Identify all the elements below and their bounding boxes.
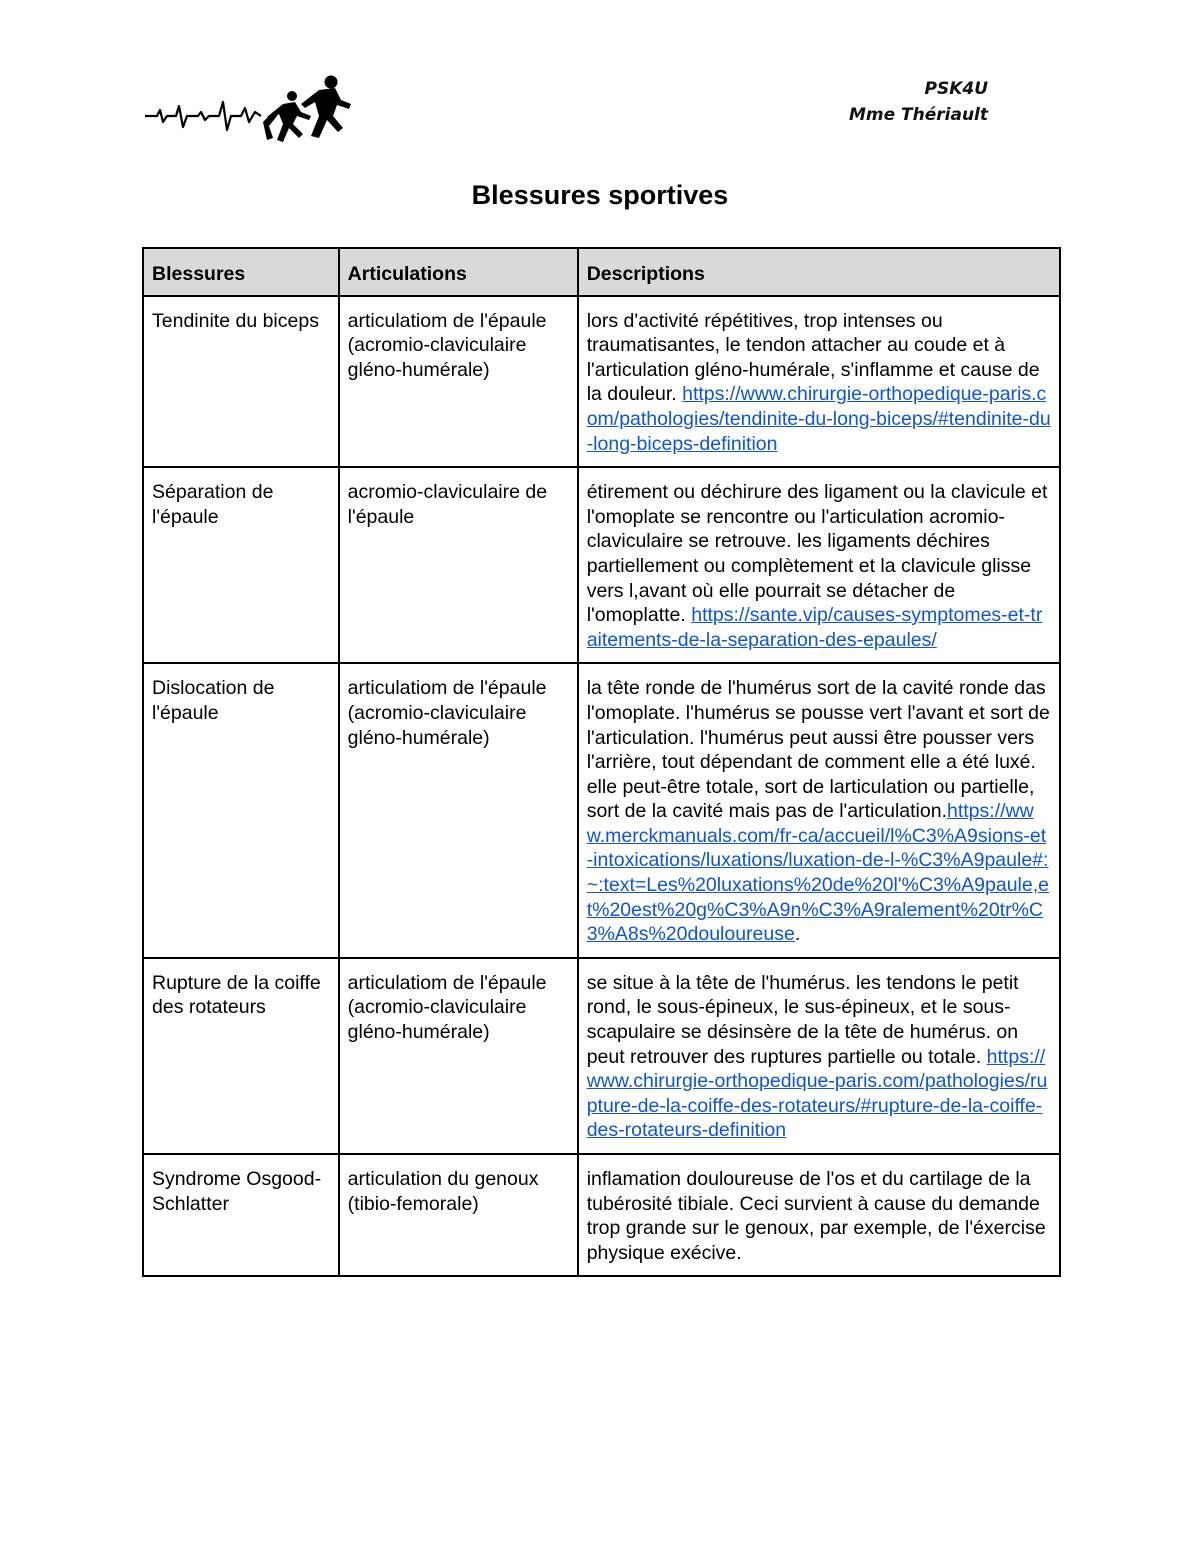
source-link[interactable]: https://www.merckmanuals.com/fr-ca/accueil/l%C3%A9sions-et-intoxications/luxations/luxation-de-l-%C3%A9paule#:~:text=Les%20luxations%20de%20l'%C3%A9paule,et%20est%20g%C3%A9n%C3%A9ralement%20tr%C3%A8s%20douloureuse (586, 800, 1049, 946)
description-cell (578, 296, 1060, 468)
description-cell (578, 1154, 1060, 1276)
table-row (143, 663, 1060, 958)
description-cell (578, 467, 1060, 663)
column-header-joints: Articulations (339, 248, 578, 296)
table-row (143, 958, 1060, 1154)
teacher-name: Mme Thériault (848, 105, 988, 125)
joint-cell: articulation du genoux (tibio-femorale) (339, 1154, 578, 1276)
joint-cell: acromio-claviculaire de l'épaule (339, 467, 578, 663)
injury-cell: Syndrome Osgood-Schlatter (143, 1154, 339, 1276)
description-text: étirement ou déchirure des ligament ou la clavicule et l'omoplate se rencontre ou l'articulation acromio-claviculaire se retrouve. les ligaments déchires partiellement ou complètement et la clavicule glisse vers l,avant où elle pourrait se détacher de l'omoplatte. (586, 481, 1048, 627)
table-row (143, 467, 1060, 663)
injuries-table (142, 247, 1061, 1277)
joint-cell: articulatiom de l'épaule (acromio-claviculaire gléno-humérale) (339, 296, 578, 468)
column-header-descriptions: Descriptions (578, 248, 1060, 296)
course-info (849, 76, 988, 128)
joint-cell: articulatiom de l'épaule (acromio-claviculaire gléno-humérale) (339, 663, 578, 958)
description-cell (578, 958, 1060, 1154)
description-cell (578, 663, 1060, 958)
table-row (143, 296, 1060, 468)
injury-cell: Dislocation de l'épaule (143, 663, 339, 958)
table-row (143, 1154, 1060, 1276)
table-header-row (143, 248, 1060, 296)
source-link[interactable]: https://sante.vip/causes-symptomes-et-traitements-de-la-separation-des-epaules/ (586, 604, 1043, 651)
page-title: Blessures sportives (471, 180, 729, 210)
column-header-injuries: Blessures (143, 248, 339, 296)
description-suffix: . (794, 923, 801, 946)
injury-cell: Tendinite du biceps (143, 296, 339, 468)
course-code: PSK4U (924, 79, 988, 99)
source-link[interactable]: https://www.chirurgie-orthopedique-paris.com/pathologies/tendinite-du-long-biceps/#tendinite-du-long-biceps-definition (586, 383, 1051, 455)
heartbeat-runner-logo-icon (143, 72, 353, 150)
description-text: lors d'activité répétitives, trop intenses ou traumatisantes, le tendon attacher au coude et à l'articulation gléno-humérale, s'inflamme et cause de la douleur. (586, 309, 1040, 406)
joint-cell: articulatiom de l'épaule (acromio-claviculaire gléno-humérale) (339, 958, 578, 1154)
description-text: se situe à la tête de l'humérus. les tendons le petit rond, le sous-épineux, le sus-épineux, et le sous-scapulaire se désinsère de la tête de humérus. on peut retrouver des ruptures partielle ou totale. (586, 971, 1019, 1068)
source-link[interactable]: https://www.chirurgie-orthopedique-paris.com/pathologies/rupture-de-la-coiffe-des-rotateurs/#rupture-de-la-coiffe-des-rotateurs-definition (586, 1045, 1048, 1142)
injury-cell: Séparation de l'épaule (143, 467, 339, 663)
description-text: la tête ronde de l'humérus sort de la cavité ronde das l'omoplate. l'humérus se pousse vert l'avant et sort de l'articulation. l'humérus peut aussi être pousser vers l'arrière, tout dépendant de comment elle a été luxé. elle peut-être totale, sort de larticulation ou partielle, sort de la cavité mais pas de l'articulation. (586, 677, 1050, 823)
description-text: inflamation douloureuse de l'os et du cartilage de la tubérosité tibiale. Ceci survient à cause du demande trop grande sur le genoux, par exemple, de l'éxercise physique exécive. (586, 1168, 1046, 1264)
injury-cell: Rupture de la coiffe des rotateurs (143, 958, 339, 1154)
